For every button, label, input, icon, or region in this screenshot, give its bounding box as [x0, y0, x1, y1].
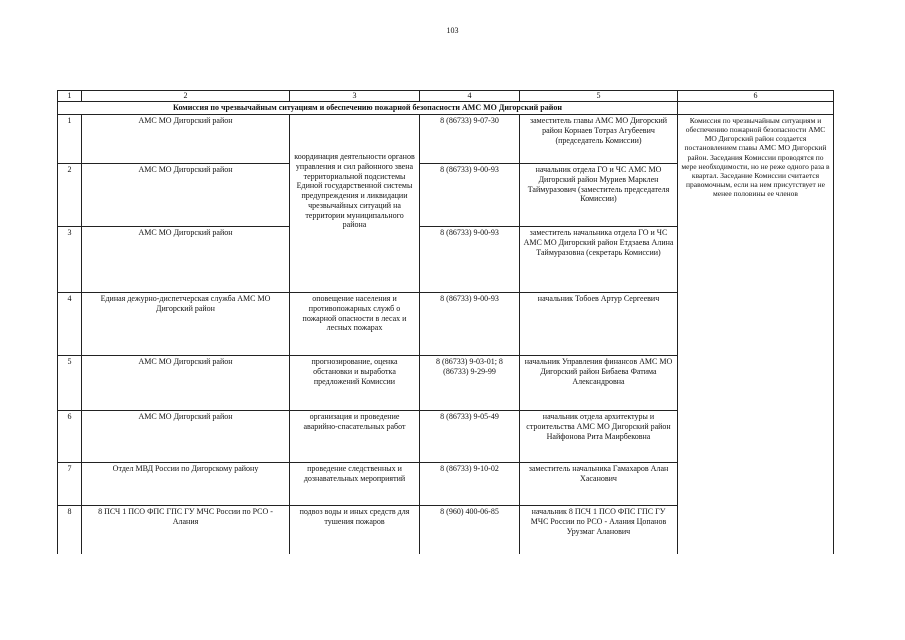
- function-cell-merged: [290, 115, 420, 293]
- phone-cell: 8 (86733) 9-07-30: [420, 115, 520, 164]
- organization-cell: АМС МО Дигорский район: [82, 356, 290, 411]
- phone-cell: 8 (86733) 9-05-49: [420, 411, 520, 463]
- organization-cell: 8 ПСЧ 1 ПСО ФПС ГПС ГУ МЧС России по РСО - Алания: [82, 506, 290, 554]
- row-number: 6: [58, 411, 82, 463]
- phone-cell: 8 (960) 400-06-85: [420, 506, 520, 554]
- row-number: 8: [58, 506, 82, 554]
- phone-cell: 8 (86733) 9-00-93: [420, 293, 520, 356]
- person-cell: начальник Тобоев Артур Сергеевич: [520, 293, 678, 356]
- table-row: [58, 115, 834, 164]
- commission-note-cell: Комиссия по чрезвычайным ситуациям и обеспечению пожарной безопасности АМС МО Дигорский район создается постановлением главы АМС МО Дигорский район. Заседания Комиссии проводятся по мере необходимости, но не реже одного раза в квартал. Заседание Комиссии считается правомочным, если на нем присутствует не менее половины ее членов: [678, 115, 834, 554]
- column-number: 4: [420, 91, 520, 102]
- column-number: 2: [82, 91, 290, 102]
- column-number: 1: [58, 91, 82, 102]
- phone-cell: 8 (86733) 9-10-02: [420, 463, 520, 506]
- row-number: 4: [58, 293, 82, 356]
- row-number: 5: [58, 356, 82, 411]
- column-number: 3: [290, 91, 420, 102]
- column-number-row: [58, 91, 834, 102]
- section-title: Комиссия по чрезвычайным ситуациям и обеспечению пожарной безопасности АМС МО Дигорский район: [58, 102, 678, 115]
- column-number: 6: [678, 91, 834, 102]
- organization-cell: АМС МО Дигорский район: [82, 115, 290, 164]
- person-cell: заместитель начальника отдела ГО и ЧС АМС МО Дигорский район Етдзаева Алина Таймуразовна (секретарь Комиссии): [520, 227, 678, 293]
- row-number: 1: [58, 115, 82, 164]
- person-cell: заместитель главы АМС МО Дигорский район Корнаев Тотраз Агубеевич (председатель Комиссии): [520, 115, 678, 164]
- person-cell: начальник отдела ГО и ЧС АМС МО Дигорский район Муриев Марклен Таймуразович (заместитель председателя Комиссии): [520, 164, 678, 227]
- function-cell: проведение следственных и дознавательных мероприятий: [290, 463, 420, 506]
- person-cell: начальник отдела архитектуры и строительства АМС МО Дигорский район Найфонова Рита Маирбековна: [520, 411, 678, 463]
- organization-cell: Единая дежурно-диспетчерская служба АМС МО Дигорский район: [82, 293, 290, 356]
- phone-cell: 8 (86733) 9-00-93: [420, 164, 520, 227]
- phone-cell: 8 (86733) 9-00-93: [420, 227, 520, 293]
- organization-cell: Отдел МВД России по Дигорскому району: [82, 463, 290, 506]
- section-title-row: [58, 102, 834, 115]
- organization-cell: АМС МО Дигорский район: [82, 164, 290, 227]
- phone-cell: 8 (86733) 9-03-01; 8 (86733) 9-29-99: [420, 356, 520, 411]
- row-number: 3: [58, 227, 82, 293]
- person-cell: заместитель начальника Гамахаров Алан Хасанович: [520, 463, 678, 506]
- function-cell: подвоз воды и иных средств для тушения пожаров: [290, 506, 420, 554]
- person-cell: начальник 8 ПСЧ 1 ПСО ФПС ГПС ГУ МЧС России по РСО - Алания Цопанов Урузмаг Аланович: [520, 506, 678, 554]
- row-number: 2: [58, 164, 82, 227]
- person-cell: начальник Управления финансов АМС МО Дигорский район Бибаева Фатима Александровна: [520, 356, 678, 411]
- function-cell: прогнозирование, оценка обстановки и выработка предложений Комиссии: [290, 356, 420, 411]
- organization-cell: АМС МО Дигорский район: [82, 227, 290, 293]
- row-number: 7: [58, 463, 82, 506]
- organization-cell: АМС МО Дигорский район: [82, 411, 290, 463]
- column-number: 5: [520, 91, 678, 102]
- function-cell: организация и проведение аварийно-спасательных работ: [290, 411, 420, 463]
- commission-table: [57, 90, 834, 554]
- function-text: координация деятельности органов управления и сил районного звена территориальной подсистемы Единой государственной системы предупреждения и ликвидации чрезвычайных ситуаций на территории муниципального района: [294, 152, 415, 230]
- function-cell: оповещение населения и противопожарных служб о пожарной опасности в лесах и лесных пожарах: [290, 293, 420, 356]
- page-number: 103: [446, 26, 459, 35]
